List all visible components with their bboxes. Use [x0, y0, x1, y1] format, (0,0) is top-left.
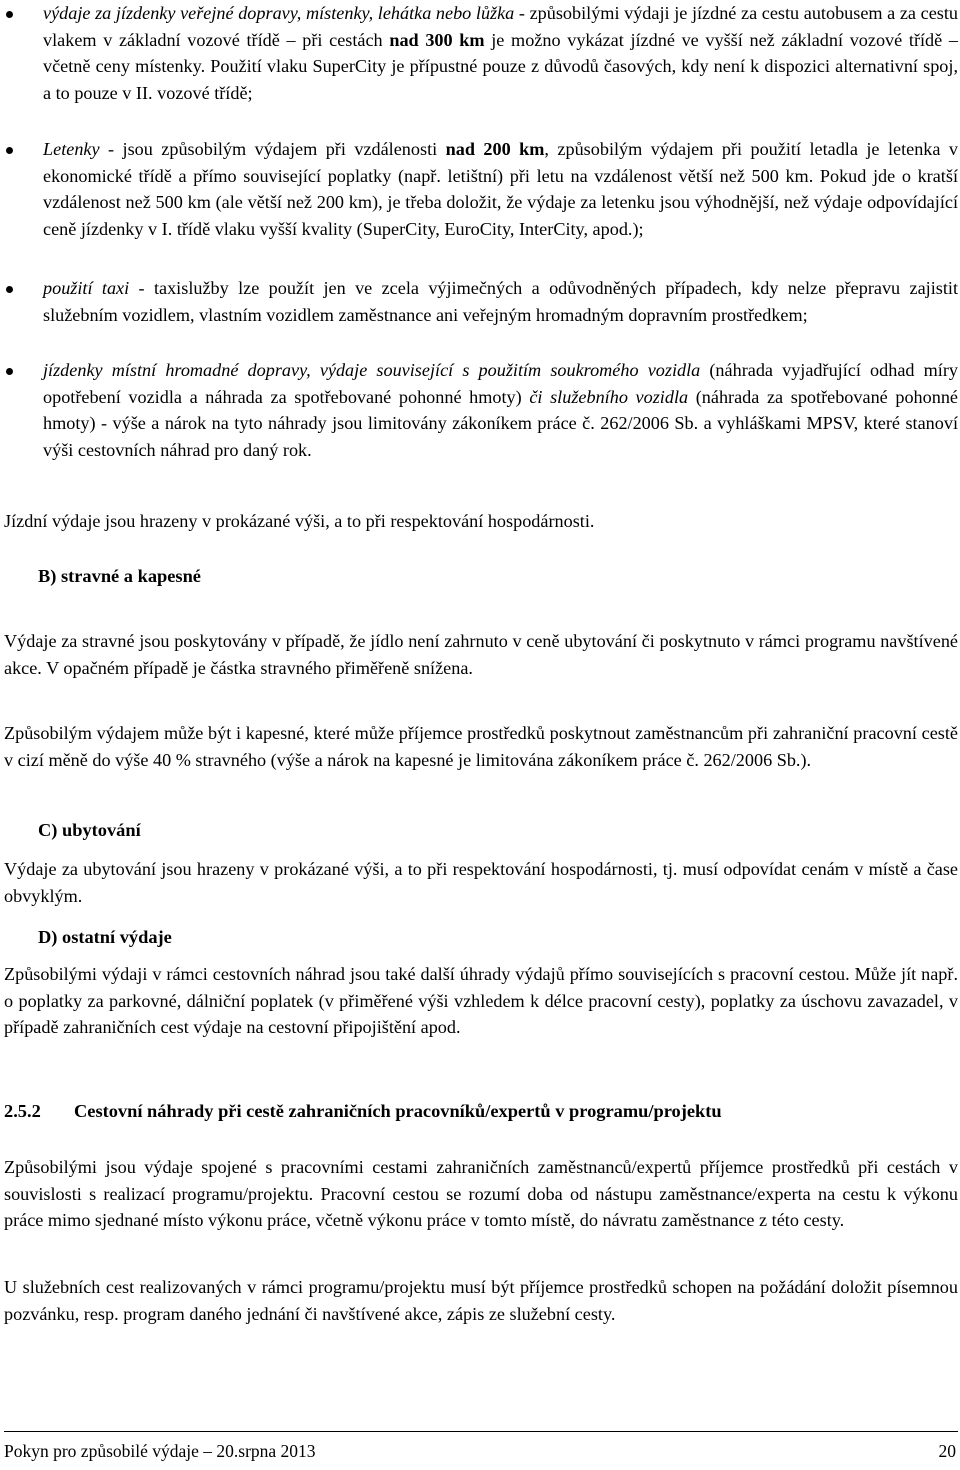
- paragraph-foreign-travel: Způsobilými jsou výdaje spojené s pracovními cestami zahraničních zaměstnanců/expertů příjemce prostředků při cestách v souvislosti s realizací programu/projektu. Pracovní cestou se rozumí doba od nástupu zaměstnance/experta na cestu k výkonu práce mimo sjednané místo výkonu práce, včetně výkonu práce v tomto místě, do návratu zaměstnance z této cesty.: [4, 1157, 958, 1231]
- heading-other-expenses: D) ostatní výdaje: [38, 927, 172, 947]
- list-item-text: - taxislužby lze použít jen ve zcela výjimečných a odůvodněných případech, kdy nelze přepravu zajistit služebním vozidlem, vlastním vozidlem zaměstnance ani veřejným hromadným dopravním prostředkem;: [43, 278, 959, 325]
- term-local-transport: jízdenky místní hromadné dopravy, výdaje související s použitím soukromého vozidla: [43, 360, 701, 380]
- footer-document-title: Pokyn pro způsobilé výdaje – 20.srpna 2013: [4, 1441, 316, 1461]
- list-item-taxi: [43, 275, 958, 328]
- footer-divider: [4, 1431, 958, 1432]
- paragraph-pocket-money: Způsobilým výdajem může být i kapesné, které může příjemce prostředků poskytnout zaměstnancům při zahraniční pracovní cestě v cizí měně do výše 40 % stravného (výše a nárok na kapesné je limitována zákoníkem práce č. 262/2006 Sb.).: [4, 723, 958, 770]
- paragraph-other-expenses: Způsobilými výdaji v rámci cestovních náhrad jsou také další úhrady výdajů přímo souvisejících s pracovní cestou. Může jít např. o poplatky za parkovné, dálniční poplatek (v přiměřené výši vzhledem k délce pracovní cesty), poplatky za úschovu zavazadel, v případě zahraničních cest výdaje na cestovní připojištění apod.: [4, 964, 958, 1038]
- section-title: Cestovní náhrady při cestě zahraničních pracovníků/expertů v programu/projektu: [74, 1101, 722, 1121]
- list-item-text: (náhrada vyjadřující odhad míry opotřebení vozidla a náhrada za spotřebované pohonné hmoty): [43, 360, 958, 407]
- heading-meals: B) stravné a kapesné: [38, 566, 201, 586]
- list-item-flight-tickets: [43, 136, 958, 242]
- term-public-transport: výdaje za jízdenky veřejné dopravy, místenky, lehátka nebo lůžka: [43, 3, 515, 23]
- term-flight-tickets: Letenky: [43, 139, 100, 159]
- list-item-text: - jsou způsobilým výdajem při vzdálenosti: [99, 139, 446, 159]
- footer-page-number: 20: [938, 1441, 956, 1461]
- section-number: 2.5.2: [4, 1101, 41, 1121]
- bold-distance-300: nad 300 km: [389, 29, 485, 50]
- list-item-public-transport: [43, 0, 958, 106]
- list-item-text: je možno vykázat jízdné ve vyšší než základní vozové třídě – včetně ceny místenky. Použití vlaku SuperCity je přípustné pouze z důvodů časových, kdy není k dispozici alternativní spoj, a to pouze v II. vozové třídě;: [43, 29, 958, 103]
- heading-accommodation: C) ubytování: [38, 820, 141, 840]
- term-taxi: použití taxi: [43, 278, 130, 298]
- paragraph-meals: Výdaje za stravné jsou poskytovány v případě, že jídlo není zahrnuto v ceně ubytování či poskytnuto v rámci programu navštívené akce. V opačném případě je částka stravného přiměřeně snížena.: [4, 631, 958, 678]
- section-heading-2-5-2: [4, 1098, 722, 1125]
- list-item-text: - způsobilými výdaji je jízdné za cestu autobusem a za cestu vlakem v základní vozové třídě – při cestách: [43, 3, 958, 50]
- paragraph-accommodation: Výdaje za ubytování jsou hrazeny v prokázané výši, a to při respektování hospodárnosti, tj. musí odpovídat cenám v místě a čase obvyklým.: [4, 859, 958, 906]
- list-item-local-transport: [43, 357, 958, 463]
- list-item-text: (náhrada za spotřebované pohonné hmoty) - výše a nárok na tyto náhrady jsou limitovány zákoníkem práce č. 262/2006 Sb. a vyhláškami MPSV, které stanoví výši cestovních náhrad pro daný rok.: [43, 386, 959, 460]
- paragraph-travel-summary: Jízdní výdaje jsou hrazeny v prokázané výši, a to při respektování hospodárnosti.: [4, 511, 595, 531]
- term-service-vehicle: či služebního vozidla: [529, 386, 689, 407]
- paragraph-business-trip-proof: U služebních cest realizovaných v rámci programu/projektu musí být příjemce prostředků schopen na požádání doložit písemnou pozvánku, resp. program daného jednání či navštívené akce, zápis ze služební cesty.: [4, 1277, 958, 1324]
- bold-distance-200: nad 200 km: [445, 139, 545, 159]
- list-item-text: , způsobilým výdajem při použití letadla je letenka v ekonomické třídě a přímo související poplatky (např. letištní) při letu na vzdálenost větší než 500 km. Pokud jde o kratší vzdálenost než 500 km (ale větší než 200 km), je třeba doložit, že výdaje za letenku jsou výhodnější, než výdaje odpovídající ceně jízdenky v I. třídě vlaku vyšší kvality (SuperCity, EuroCity, InterCity, apod.);: [43, 139, 959, 239]
